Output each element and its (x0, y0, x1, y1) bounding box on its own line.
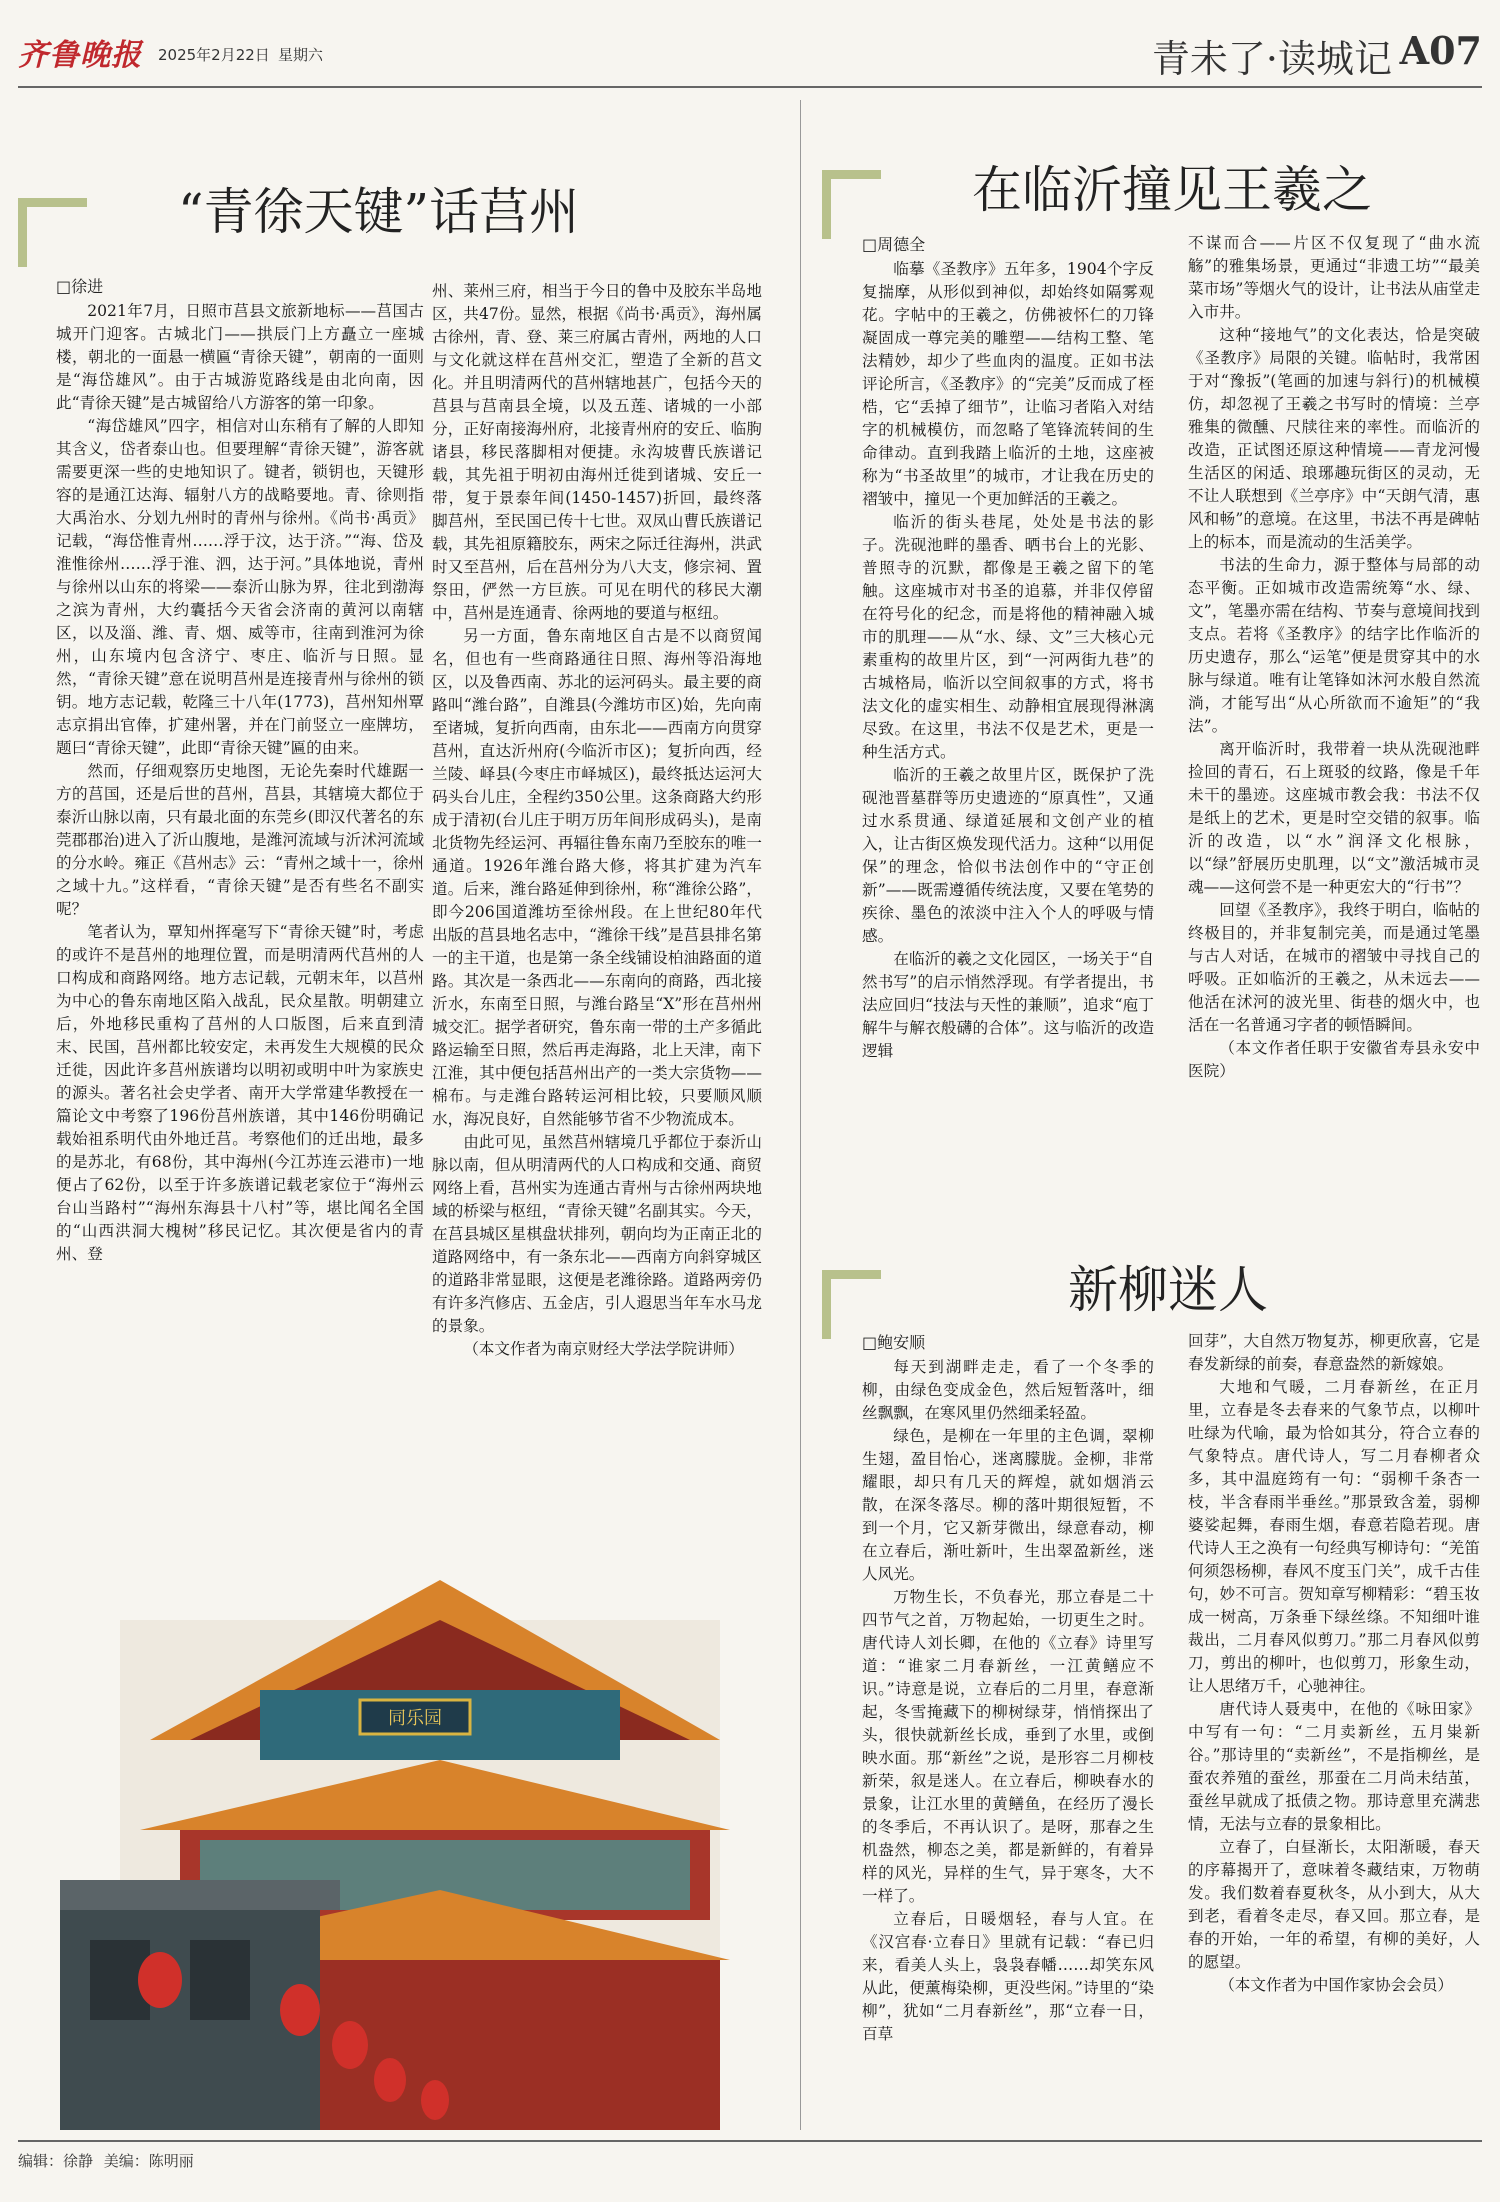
footer-credits (18, 2150, 200, 2171)
masthead (18, 24, 1482, 84)
issue-weekday: 星期六 (278, 46, 324, 64)
newspaper-logo: 齐鲁晚报 (18, 38, 142, 73)
article2-column-2 (1188, 232, 1480, 1222)
article1-title: “青徐天键”话莒州 (178, 183, 580, 241)
city-gate-illustration (60, 1540, 740, 2130)
paragraph: 笔者认为，覃知州挥毫写下“青徐天键”时，考虑的或许不是莒州的地理位置，而是明清两代莒州的人口构成和商路网络。地方志记载，元朝末年，以莒州为中心的鲁东南地区陷入战乱，民众星散。明朝建立后，外地移民重构了莒州的人口版图，后来直到清末、民国，莒州都比较安定，未再发生大规模的民众迁徙，因此许多莒州族谱均以明初或明中叶为家族史的源头。著名社会史学者、南开大学常建华教授在一篇论文中考察了196份莒州族谱，其中146份明确记载始祖系明代由外地迁莒。考察他们的迁出地，最多的是苏北，有68份，其中海州(今江苏连云港市)一地便占了62份，以至于许多族谱记载老家位于“海州云台山当路村”“海州东海县十八村”等，堪比闻名全国的“山西洪洞大槐树”移民记忆。其次便是省内的青州、登 (56, 923, 424, 1263)
paragraph: 临沂的街头巷尾，处处是书法的影子。洗砚池畔的墨香、晒书台上的光影、普照寺的沉默，都像是王羲之留下的笔触。这座城市对书圣的追慕，并非仅停留在符号化的纪念，而是将他的精神融入城市的肌理——从“水、绿、文”三大核心元素重构的故里片区，到“一河两街九巷”的古城格局，临沂以空间叙事的方式，将书法文化的虚实相生、动静相宜展现得淋漓尽致。在这里，书法不仅是艺术，更是一种生活方式。 (862, 513, 1154, 761)
paragraph: 每天到湖畔走走，看了一个冬季的柳，由绿色变成金色，然后短暂落叶，细丝飘飘，在寒风里仍然细柔轻盈。 (862, 1358, 1154, 1422)
paragraph: 然而，仔细观察历史地图，无论先秦时代雄踞一方的莒国，还是后世的莒州，莒县，其辖境大都位于泰沂山脉以南，只有最北面的东莞乡(即汉代著名的东莞郡郡治)进入了沂山腹地，是潍河流域与沂沭河流域的分水岭。雍正《莒州志》云：“青州之域十一，徐州之域十九。”这样看，“青徐天键”是否有些名不副实呢？ (56, 762, 424, 918)
paragraph: 回芽”，大自然万物复苏，柳更欣喜，它是春发新绿的前奏，春意盎然的新嫁娘。 (1188, 1332, 1480, 1373)
paragraph: 临摹《圣教序》五年多，1904个字反复揣摩，从形似到神似，却始终如隔雾观花。字帖中的王羲之，仿佛被怀仁的刀锋凝固成一尊完美的雕塑——结构工整、笔法精妙，却少了些血肉的温度。正如书法评论所言，《圣教序》的“完美”反而成了桎梏，它“丢掉了细节”，让临习者陷入对结字的机械模仿，而忽略了笔锋流转间的生命律动。直到我踏上临沂的土地，这座被称为“书圣故里”的城市，才让我在历史的褶皱中，撞见一个更加鲜活的王羲之。 (862, 260, 1154, 508)
article3-column-2 (1188, 1330, 1480, 2136)
paragraph: 另一方面，鲁东南地区自古是不以商贸闻名，但也有一些商路通往日照、海州等沿海地区，以及鲁西南、苏北的运河码头。最主要的商路叫“潍台路”，自潍县(今潍坊市区)始，先向南至诸城，复折向西南，由东北——西南方向贯穿莒州，直达沂州府(今临沂市区)；复折向西，经兰陵、峄县(今枣庄市峄城区)，最终抵达运河大码头台儿庄，全程约350公里。这条商路大约形成于清初(台儿庄于明万历年间形成码头)，是南北货物先经运河、再辐往鲁东南乃至胶东的唯一通道。1926年潍台路大修，将其扩建为汽车道。后来，潍台路延伸到徐州，称“潍徐公路”，即今206国道潍坊至徐州段。在上世纪80年代出版的莒县地名志中，“潍徐干线”是莒县排名第一的主干道，也是第一条全线铺设柏油路面的道路。其次是一条西北——东南向的商路，西北接沂水，东南至日照，与潍台路呈“X”形在莒州州城交汇。据学者研究，鲁东南一带的土产多循此路运输至日照，然后再走海路，北上天津，南下江淮，其中便包括莒州出产的一类大宗货物——棉布。与走潍台路转运河相比较，只要顺风顺水，海况良好，自然能够节省不少物流成本。 (432, 627, 762, 1128)
paragraph: 唐代诗人聂夷中，在他的《咏田家》中写有一句：“二月卖新丝，五月粜新谷。”那诗里的“卖新丝”，不是指柳丝，是蚕农养殖的蚕丝，那蚕在二月尚未结茧，蚕丝早就成了抵债之物。那诗意里充满悲情，无法与立春的景象相比。 (1188, 1700, 1480, 1833)
paragraph: 立春后，日暖烟轻，春与人宜。在《汉宫春·立春日》里就有记载：“春已归来，看美人头上，袅袅春幡……却笑东风从此，便薰梅染柳，更没些闲。”诗里的“染柳”，犹如“二月春新丝”，那“立春一日，百草 (862, 1910, 1154, 2043)
author-note: （本文作者为中国作家协会会员） (1219, 1976, 1454, 1994)
designer-credit: 美编：陈明丽 (103, 2152, 194, 2170)
article2-title-bracket (822, 170, 881, 239)
author-note: （本文作者为南京财经大学法学院讲师） (463, 1340, 744, 1358)
article3-column-1 (862, 1356, 1154, 2136)
paragraph: 大地和气暖，二月春新丝，在正月里，立春是冬去春来的气象节点，以柳叶吐绿为代喻，最为恰如其分，符合立春的气象特点。唐代诗人，写二月春柳者众多，其中温庭筠有一句：“弱柳千条杏一枝，半含春雨半垂丝。”那景致含羞，弱柳婆娑起舞，春雨生烟，春意若隐若现。唐代诗人王之涣有一句经典写柳诗句：“羌笛何须怨杨柳，春风不度玉门关”，成千古佳句，妙不可言。贺知章写柳精彩：“碧玉妆成一树高，万条垂下绿丝绦。不知细叶谁裁出，二月春风似剪刀。”那二月春风似剪刀，剪出的柳叶，也似剪刀，形象生动，让人思绪万千，心驰神往。 (1188, 1378, 1480, 1695)
paragraph: 不谋而合——片区不仅复现了“曲水流觞”的雅集场景，更通过“非遗工坊”“最美菜市场”等烟火气的设计，让书法从庙堂走入市井。 (1188, 234, 1480, 321)
article2-title: 在临沂撞见王羲之 (972, 161, 1372, 219)
article2-column-1 (862, 258, 1154, 1223)
photo-city-gate-tower (60, 1540, 740, 2130)
author-note: （本文作者任职于安徽省寿县永安中医院） (1188, 1039, 1480, 1080)
article3-byline: □鲍安顺 (862, 1333, 926, 1352)
article1-byline: □徐进 (56, 277, 104, 296)
paragraph: 在临沂的羲之文化园区，一场关于“自然书写”的启示悄然浮现。有学者提出，书法应回归“技法与天性的兼顺”，追求“庖丁解牛与解衣般礴的合体”。这与临沂的改造逻辑 (862, 950, 1154, 1060)
column-divider (800, 100, 801, 2130)
article1-column-2 (432, 280, 762, 1532)
editor-credit: 编辑：徐静 (18, 2152, 94, 2170)
article1-column-1 (56, 300, 424, 1532)
footer-rule (18, 2140, 1482, 2142)
paragraph: 回望《圣教序》，我终于明白，临帖的终极目的，并非复制完美，而是通过笔墨与古人对话，在城市的褶皱中寻找自己的呼吸。正如临沂的王羲之，从未远去——他活在沭河的波光里、街巷的烟火中，也活在一名普通习字者的顿悟瞬间。 (1188, 901, 1480, 1034)
paragraph: 州、莱州三府，相当于今日的鲁中及胶东半岛地区，共47份。显然，根据《尚书·禹贡》，海州属古徐州，青、登、莱三府属古青州，两地的人口与文化就这样在莒州交汇，塑造了全新的莒文化。并且明清两代的莒州辖地甚广，包括今天的莒县与莒南县全境，以及五莲、诸城的一小部分，正好南接海州府，北接青州府的安丘、临朐诸县，移民落脚相对便捷。永沟坡曹氏族谱记载，其先祖于明初由海州迁徙到诸城、安丘一带，复于景泰年间(1450-1457)折回，最终落脚莒州，至民国已传十七世。双凤山曹氏族谱记载，其先祖原籍胶东，两宋之际迁往海州，洪武时又至莒州，后在莒州分为八大支，修宗祠、置祭田，俨然一方巨族。可见在明代的移民大潮中，莒州是连通青、徐两地的要道与枢纽。 (432, 282, 762, 622)
paragraph: 临沂的王羲之故里片区，既保护了洗砚池晋墓群等历史遗迹的“原真性”，又通过水系贯通、绿道延展和文创产业的植入，让古街区焕发现代活力。这种“以用促保”的理念，恰似书法创作中的“守正创新”——既需遵循传统法度，又要在笔势的疾徐、墨色的浓淡中注入个人的呼吸与情感。 (862, 766, 1154, 945)
section-title: 青未了·读城记 (1151, 37, 1392, 81)
paragraph: 书法的生命力，源于整体与局部的动态平衡。正如城市改造需统筹“水、绿、文”，笔墨亦需在结构、节奏与意境间找到支点。若将《圣教序》的结字比作临沂的历史遗存，那么“运笔”便是贯穿其中的水脉与绿道。唯有让笔锋如沐河水般自然流淌，才能写出“从心所欲而不逾矩”的“我法”。 (1188, 556, 1480, 735)
article2-byline: □周德全 (862, 235, 926, 254)
paragraph: 绿色，是柳在一年里的主色调，翠柳生翅，盈目怡心，迷离朦胧。金柳，非常耀眼，却只有几天的辉煌，就如烟消云散，在深冬落尽。柳的落叶期很短暂，不到一个月，它又新芽微出，绿意春动，柳在立春后，渐吐新叶，生出翠盈新丝，迷人风光。 (862, 1427, 1154, 1583)
masthead-rule (18, 86, 1482, 88)
paragraph: 离开临沂时，我带着一块从洗砚池畔捡回的青石，石上斑驳的纹路，像是千年未干的墨迹。这座城市教会我：书法不仅是纸上的艺术，更是时空交错的叙事。临沂的改造，以“水”润泽文化根脉，以“绿”舒展历史肌理，以“文”激活城市灵魂——这何尝不是一种更宏大的“行书”？ (1188, 740, 1480, 896)
paragraph: “海岱雄风”四字，相信对山东稍有了解的人即知其含义，岱者泰山也。但要理解“青徐天键”，游客就需要更深一些的史地知识了。键者，锁钥也，天键形容的是通江达海、辐射八方的战略要地。青、徐则指大禹治水、分划九州时的青州与徐州。《尚书·禹贡》记载，“海岱惟青州……浮于汶，达于济。”“海、岱及淮惟徐州……浮于淮、泗，达于河。”具体地说，青州与徐州以山东的将梁——泰沂山脉为界，往北到渤海之滨为青州，大约囊括今天省会济南的黄河以南辖区，以及淄、潍、青、烟、威等市，往南到淮河为徐州，山东境内包含济宁、枣庄、临沂与日照。显然，“青徐天键”意在说明莒州是连接青州与徐州的锁钥。地方志记载，乾隆三十八年(1773)，莒州知州覃志京捐出官俸，扩建州署，并在门前竖立一座牌坊，题曰“青徐天键”，此即“青徐天键”匾的由来。 (56, 417, 424, 757)
paragraph: 由此可见，虽然莒州辖境几乎都位于泰沂山脉以南，但从明清两代的人口构成和交通、商贸网络上看，莒州实为连通古青州与古徐州两块地域的桥梁与枢纽，“青徐天键”名副其实。今天，在莒县城区星棋盘状排列，朝向均为正南正北的道路网络中，有一条东北——西南方向斜穿城区的道路非常显眼，这便是老潍徐路。道路两旁仍有许多汽修店、五金店，引人遐思当年车水马龙的景象。 (432, 1133, 762, 1335)
page-number: A07 (1399, 28, 1482, 73)
paragraph: 2021年7月，日照市莒县文旅新地标——莒国古城开门迎客。古城北门——拱辰门上方矗立一座城楼，朝北的一面悬一横匾“青徐天键”，朝南的一面则是“海岱雄风”。由于古城游览路线是由北向南，因此“青徐天键”是古城留给八方游客的第一印象。 (56, 302, 424, 412)
paragraph: 立春了，白昼渐长，太阳渐暖，春天的序幕揭开了，意味着冬藏结束，万物萌发。我们数着春夏秋冬，从小到大，从大到老，看着冬走尽，春又回。那立春，是春的开始，一年的希望，有柳的美好，人的愿望。 (1188, 1838, 1480, 1971)
issue-date: 2025年2月22日 (158, 46, 270, 64)
paragraph: 这种“接地气”的文化表达，恰是突破《圣教序》局限的关键。临帖时，我常困于对“豫扳”(笔画的加速与斜行)的机械模仿，却忽视了王羲之书写时的情境：兰亭雅集的微醺、尺牍往来的率性。而临沂的改造，正试图还原这种情境——青龙河慢生活区的闲适、琅琊趣玩街区的灵动，无不让人联想到《兰亭序》中“天朗气清，惠风和畅”的意境。在这里，书法不再是碑帖上的标本，而是流动的生活美学。 (1188, 326, 1480, 551)
article1-title-bracket (18, 198, 87, 267)
article3-title-bracket (822, 1270, 881, 1339)
gate-signboard: 同乐园 (388, 1708, 442, 1729)
paragraph: 万物生长，不负春光，那立春是二十四节气之首，万物起始，一切更生之时。唐代诗人刘长卿，在他的《立春》诗里写道：“谁家二月春新丝，一江黄鳝应不识。”诗意是说，立春后的二月里，春意渐起，冬雪掩藏下的柳树绿芽，悄悄探出了头，很快就新丝长成，垂到了水里，或倒映水面。那“新丝”之说，是形容二月柳枝新荣，叙是迷人。在立春后，柳映春水的景象，让江水里的黄鳝鱼，在经历了漫长的冬季后，不再认识了。是呀，那春之生机盎然，柳态之美，都是新鲜的，有着异样的风光，异样的生气，异于寒冬，大不一样了。 (862, 1588, 1154, 1905)
article3-title: 新柳迷人 (1068, 1261, 1268, 1319)
